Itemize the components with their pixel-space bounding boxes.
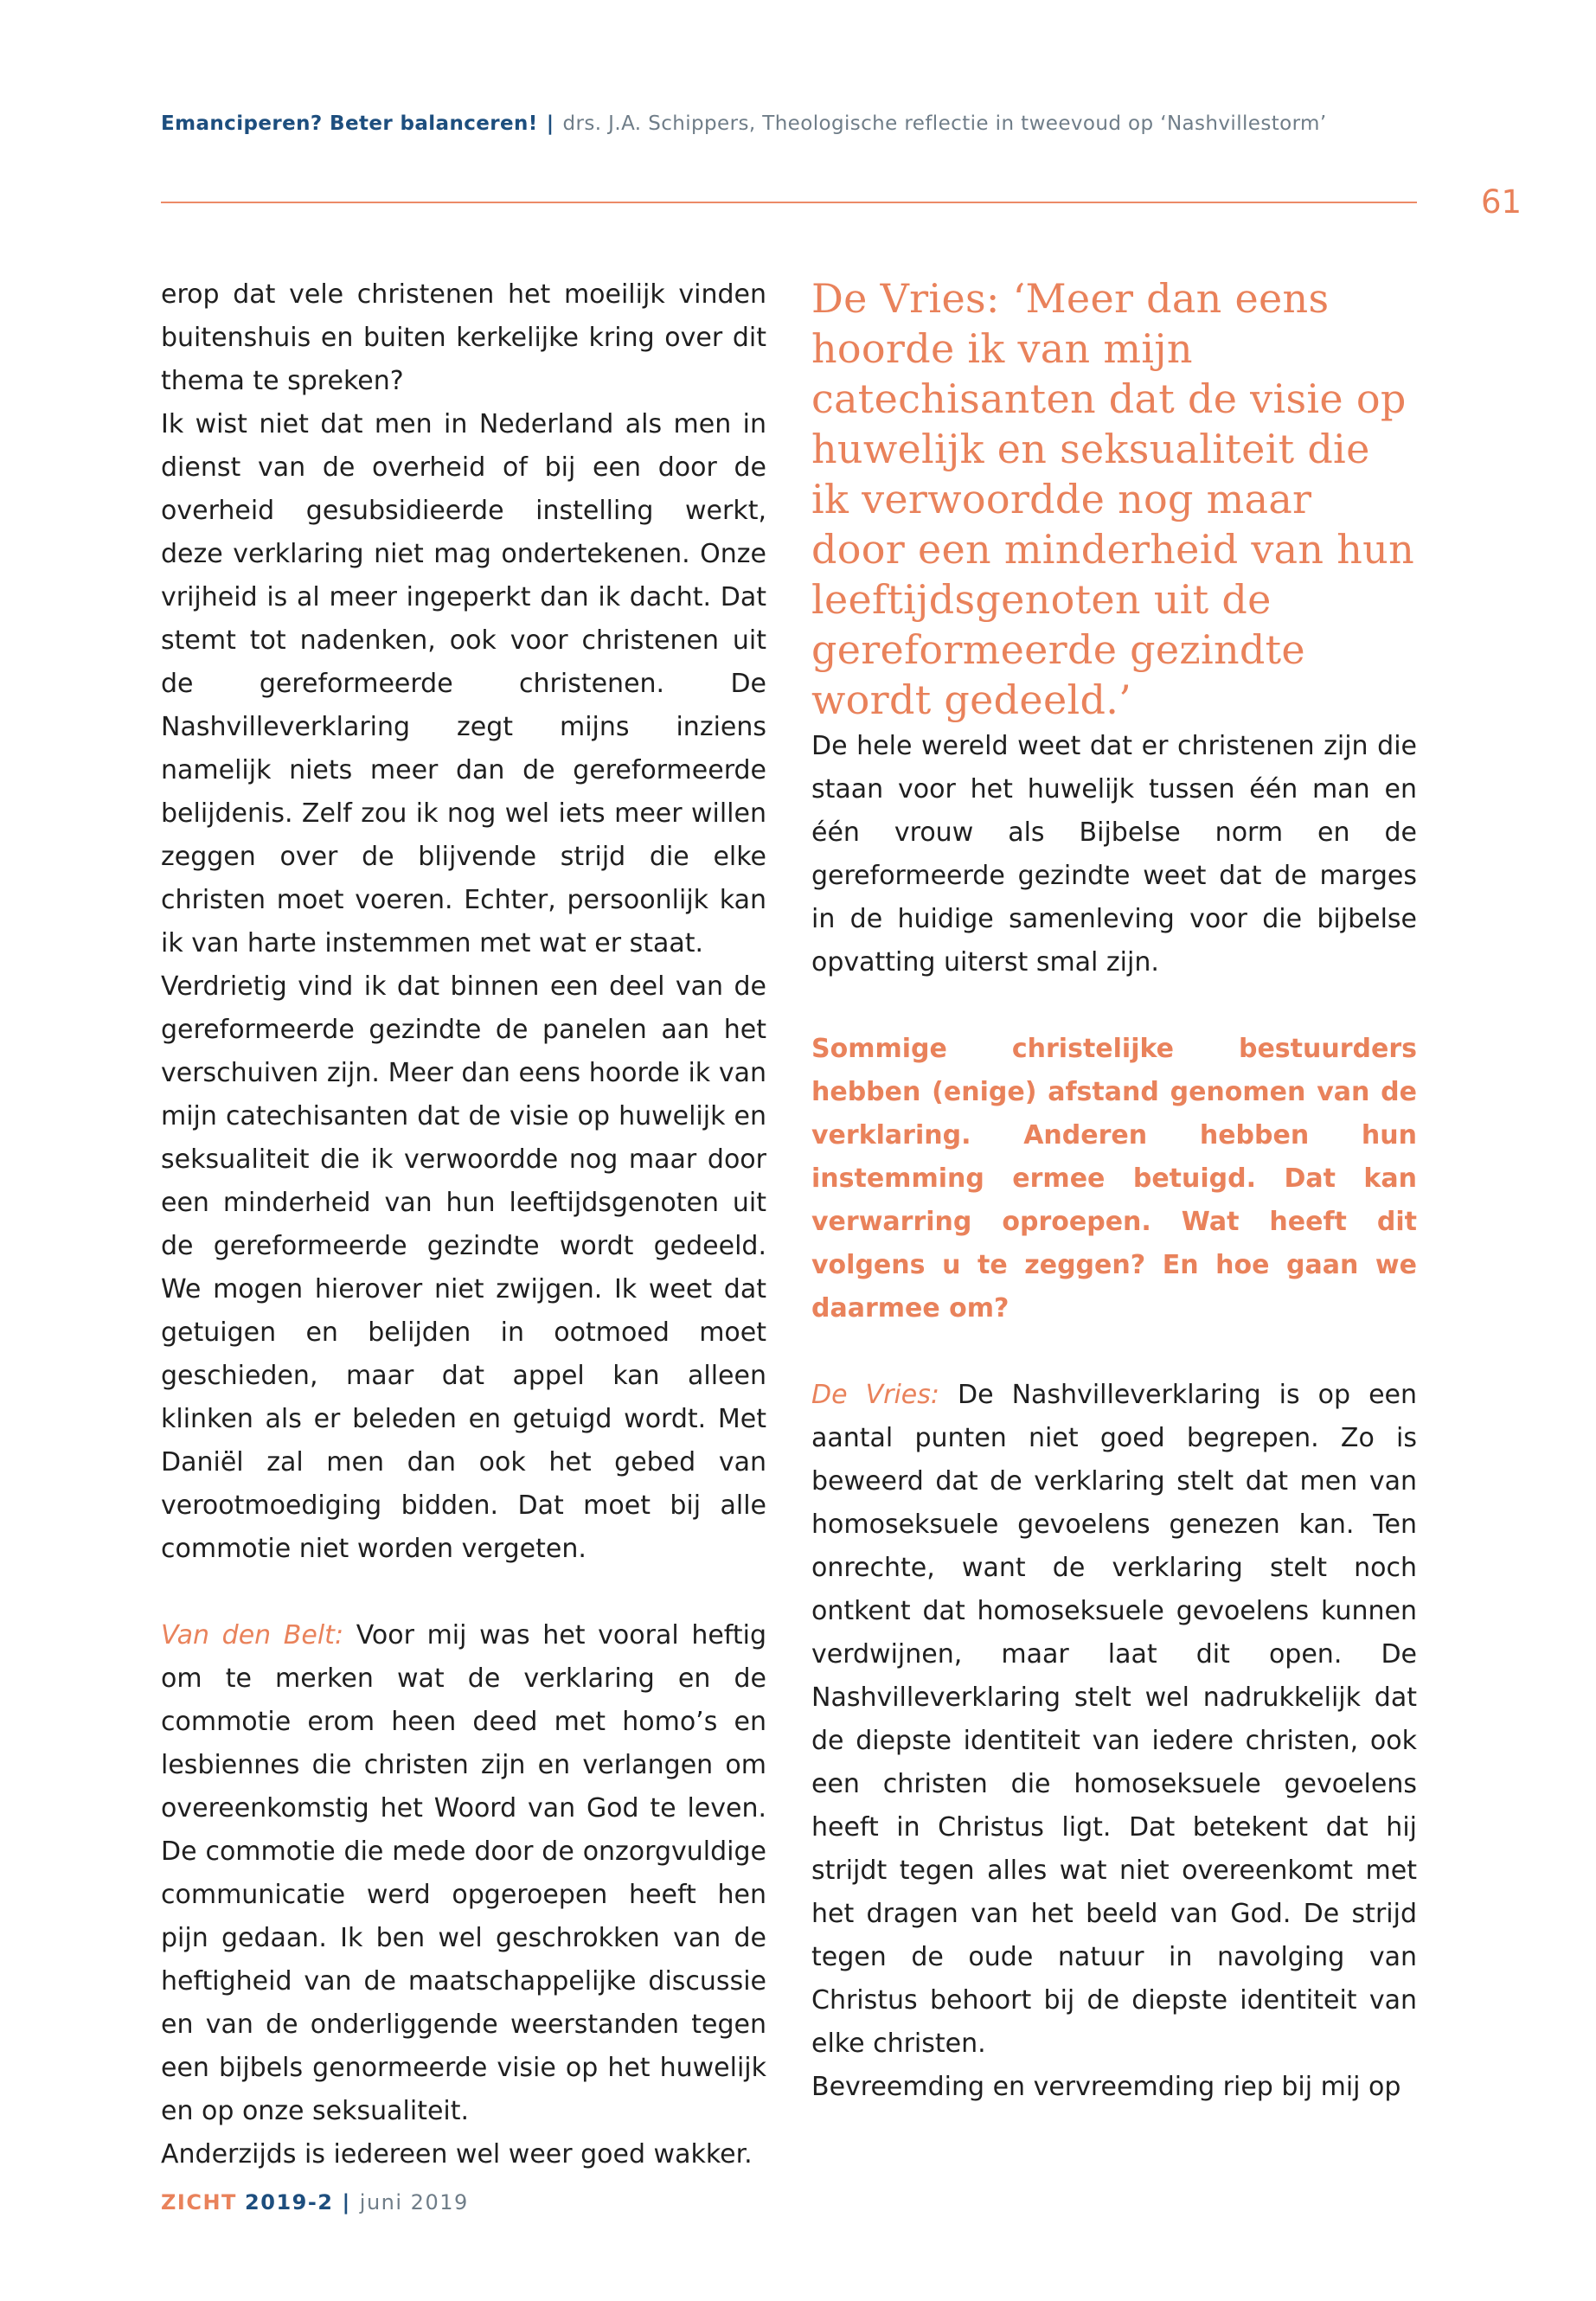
speaker-de-vries: De Vries: — [811, 1380, 939, 1410]
speaker-van-den-belt: Van den Belt: — [161, 1620, 344, 1650]
left-paragraph-4-text: Voor mij was het vooral heftig om te merken wat de verklaring en de commotie erom heen deed met homo’s en lesbiennes die christen zijn en verlangen om overeenkomstig het Woord van God te leven. De commotie die mede door de onzorgvuldige communicatie werd opgeroepen heeft hen pijn gedaan. Ik ben wel geschrokken van de heftigheid van de maatschappelijke discussie en van de onderliggende weerstanden tegen een bijbels genormeerde visie op het huwelijk en op onze seksualiteit. — [161, 1620, 766, 2126]
header-rule — [161, 202, 1417, 203]
page-number: 61 — [1481, 183, 1522, 221]
footer-separator: | — [342, 2190, 351, 2214]
right-paragraph-2 — [811, 1374, 1417, 2066]
header-separator: | — [546, 112, 554, 135]
left-column — [161, 273, 766, 2176]
left-paragraph-3: Verdrietig vind ik dat binnen een deel van de gereformeerde gezindte de panelen aan het verschuiven zijn. Meer dan eens hoorde ik van mijn catechisanten dat de visie op huwelijk en seksualiteit die ik verwoordde nog maar door een minderheid van hun leeftijdsgenoten uit de gereformeerde gezindte wordt gedeeld. We mogen hierover niet zwijgen. Ik weet dat getuigen en belijden in ootmoed moet geschieden, maar dat appel kan alleen klinken als er beleden en getuigd wordt. Met Daniël zal men dan ook het gebed van verootmoediging bidden. Dat moet bij alle commotie niet worden vergeten. — [161, 971, 766, 1564]
pull-quote: De Vries: ‘Meer dan eens hoorde ik van mijn catechisanten dat de visie op huwelijk en seksualiteit die ik verwoordde nog maar door een minderheid van hun leeftijdsgenoten uit de gereformeerde gezindte wordt gedeeld.’ — [811, 275, 1415, 723]
page-footer — [161, 2190, 469, 2214]
header-subtitle: drs. J.A. Schippers, Theologische reflectie in tweevoud op ‘Nashvillestorm’ — [562, 112, 1327, 135]
running-header — [161, 112, 1424, 135]
right-paragraph-3: Bevreemding en vervreemding riep bij mij op — [811, 2072, 1401, 2102]
right-paragraph-1: De hele wereld weet dat er christenen zijn die staan voor het huwelijk tussen één man en één vrouw als Bijbelse norm en de gereformeerde gezindte weet dat de marges in de huidige samenleving voor die bijbelse opvatting uiterst smal zijn. — [811, 731, 1417, 977]
footer-magazine: ZICHT — [161, 2190, 237, 2214]
header-title: Emanciperen? Beter balanceren! — [161, 112, 538, 135]
left-paragraph-1: erop dat vele christenen het moeilijk vinden buitenshuis en buiten kerkelijke kring over dit thema te spreken? — [161, 279, 766, 396]
left-paragraph-2: Ik wist niet dat men in Nederland als men in dienst van de overheid of bij een door de overheid gesubsidieerde instelling werkt, deze verklaring niet mag ondertekenen. Onze vrijheid is al meer ingeperkt dan ik dacht. Dat stemt tot nadenken, ook voor christenen uit de gereformeerde christenen. De Nashvilleverklaring zegt mijns inziens namelijk niets meer dan de gereformeerde belijdenis. Zelf zou ik nog wel iets meer willen zeggen over de blijvende strijd die elke christen moet voeren. Echter, persoonlijk kan ik van harte instemmen met wat er staat. — [161, 409, 766, 958]
interview-question: Sommige christelijke bestuurders hebben (enige) afstand genomen van de verklaring. Anderen hebben hun instemming ermee betuigd. Dat kan verwarring oproepen. Wat heeft dit volgens u te zeggen? En hoe gaan we daarmee om? — [811, 1034, 1417, 1324]
left-paragraph-5: Anderzijds is iedereen wel weer goed wakker. — [161, 2139, 753, 2170]
paragraph-gap — [811, 984, 1417, 1028]
left-paragraph-4 — [161, 1614, 766, 2133]
paragraph-gap — [161, 1571, 766, 1614]
right-column — [811, 273, 1417, 2109]
footer-issue: 2019-2 — [245, 2190, 334, 2214]
footer-date: juni 2019 — [359, 2190, 469, 2214]
paragraph-gap — [811, 1330, 1417, 1374]
right-paragraph-2-text: De Nashvilleverklaring is op een aantal punten niet goed begrepen. Zo is beweerd dat de verklaring stelt dat men van homoseksuele gevoelens genezen kan. Ten onrechte, want de verklaring stelt noch ontkent dat homoseksuele gevoelens kunnen verdwijnen, maar laat dit open. De Nashvilleverklaring stelt wel nadrukkelijk dat de diepste identiteit van iedere christen, ook een christen die homoseksuele gevoelens heeft in Christus ligt. Dat betekent dat hij strijdt tegen alles wat niet overeenkomt met het dragen van het beeld van God. De strijd tegen de oude natuur in navolging van Christus behoort bij de diepste identiteit van elke christen. — [811, 1380, 1418, 2059]
